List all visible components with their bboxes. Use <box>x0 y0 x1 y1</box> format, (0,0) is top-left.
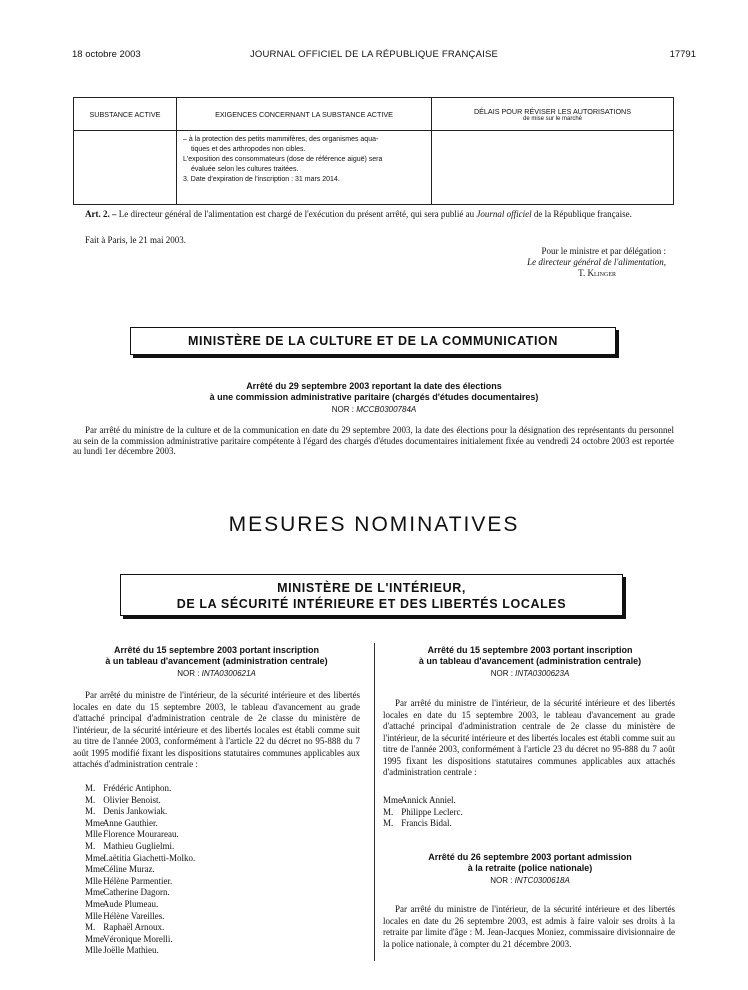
person-title: Mme <box>85 852 104 863</box>
article-label: Art. 2. – <box>85 209 117 219</box>
person-title: M. <box>383 818 394 829</box>
ministry-heading: MINISTÈRE DE LA CULTURE ET DE LA COMMUNICATION <box>130 327 616 355</box>
arrete-title <box>385 852 675 873</box>
ministry-heading-line: DE LA SÉCURITÉ INTÉRIEURE ET DES LIBERTÉS LOCALES <box>176 597 567 611</box>
substance-table <box>73 97 674 205</box>
nor-label: NOR : <box>490 669 513 678</box>
name-list <box>383 795 463 830</box>
person-title: Mme <box>85 898 104 909</box>
list-item <box>85 795 195 807</box>
nor-code: INTC0300618A <box>514 876 570 885</box>
arrete-body: Par arrêté du ministre de l'intérieur, de la sécurité intérieure et des libertés locales en date du 26 septembre 2003, est admis à faire valoir ses droits à la retraite par limite d'âge : M. Jean-Jacques Moniez, commissaire divisionnaire de la police nationale, à compter du 21 décembre 2003. <box>383 904 675 949</box>
person-title: Mme <box>85 817 104 828</box>
arrete-title-line: à une commission administrative paritaire (chargés d'études documentaires) <box>209 391 539 402</box>
list-item <box>85 783 195 795</box>
requirement-line: évaluée selon les cultures traitées. <box>191 166 299 173</box>
person-name: Hélène Vareilles. <box>101 910 165 921</box>
person-title: M. <box>383 806 394 817</box>
article-2 <box>73 209 674 221</box>
list-item <box>85 911 195 923</box>
person-title: Mlle <box>85 875 102 886</box>
requirement-line: 3. Date d'expiration de l'inscription : 31 mars 2014. <box>183 176 340 183</box>
list-item <box>85 887 195 899</box>
arrete-title-line: Arrêté du 15 septembre 2003 portant inscription <box>113 645 320 655</box>
list-item <box>383 807 463 819</box>
arrete-title <box>385 645 675 666</box>
requirement-line: L'exposition des consommateurs (dose de référence aiguë) sera <box>183 156 383 163</box>
arrete-body: Par arrêté du ministre de l'intérieur, de la sécurité intérieure et des libertés locales en date du 15 septembre 2003, le tableau d'avancement au grade d'attaché principal d'administration centrale de 2e classe du ministère de l'intérieur, de la sécurité intérieure et des libertés locales est établi comme suit au titre de l'année 2003, conformément à l'article 23 du décret no 95-888 du 7 août 1995 fixant les dispositions statutaires communes applicables aux attachés d'administration centrale : <box>383 698 675 777</box>
arrete-title <box>0 381 748 402</box>
article-text: Le directeur général de l'alimentation est chargé de l'exécution du présent arrêté, qui sera publié au <box>118 209 475 219</box>
person-name: Olivier Benoist. <box>101 794 161 805</box>
arrete-title <box>73 645 360 666</box>
person-name: Annick Anniel. <box>399 795 456 805</box>
person-title: Mlle <box>85 910 102 921</box>
person-title: Mlle <box>85 945 102 956</box>
table-row <box>74 131 674 205</box>
list-item <box>383 818 463 830</box>
column-header-exigences: EXIGENCES CONCERNANT LA SUBSTANCE ACTIVE <box>177 98 432 131</box>
signature-title: Le directeur général de l'alimentation, <box>527 257 666 267</box>
arrete-title-line: à la retraite (police nationale) <box>467 862 593 873</box>
arrete-body: Par arrêté du ministre de l'intérieur, de la sécurité intérieure et des libertés locales en date du 15 septembre 2003, le tableau d'avancement au grade d'attaché principal d'administration centrale de 2e classe du ministère de l'intérieur, de la sécurité intérieure et des libertés locales est établi comme suit au titre de l'année 2003, conformément à l'article 22 du décret no 95-888 du 7 août 1995 modifié fixant les dispositions statutaires communes applicables aux attachés d'administration centrale : <box>73 690 360 769</box>
signature-block <box>527 246 666 279</box>
article-text-end: de la République française. <box>533 209 632 219</box>
arrete-title-line: à un tableau d'avancement (administration centrale) <box>105 655 328 666</box>
nor-reference <box>0 405 748 414</box>
fait-a-paris: Fait à Paris, le 21 mai 2003. <box>85 235 186 245</box>
ministry-heading-line: MINISTÈRE DE L'INTÉRIEUR, <box>277 581 466 595</box>
person-title: M. <box>85 783 96 793</box>
person-name: Philippe Leclerc. <box>399 806 463 817</box>
person-name: Florence Mourareau. <box>101 829 179 840</box>
list-item <box>85 945 195 957</box>
person-title: M. <box>85 922 96 933</box>
table-header-row <box>74 98 674 131</box>
person-title: M. <box>85 840 96 851</box>
list-item <box>85 864 195 876</box>
person-title: Mlle <box>85 829 102 840</box>
column-header-delais <box>432 98 674 131</box>
list-item <box>85 818 195 830</box>
arrete-title-line: Arrêté du 26 septembre 2003 portant admission <box>428 852 632 862</box>
person-name: Denis Jankowiak. <box>101 806 168 817</box>
person-title: Mme <box>85 933 104 944</box>
person-title: Mme <box>85 887 104 898</box>
person-title: M. <box>85 794 96 805</box>
person-name: Véronique Morelli. <box>101 933 173 944</box>
person-name: Raphaël Arnoux. <box>101 922 165 933</box>
journal-title: JOURNAL OFFICIEL DE LA RÉPUBLIQUE FRANÇAISE <box>249 49 499 60</box>
nor-label: NOR : <box>177 669 200 678</box>
nor-code: MCCB0300784A <box>356 405 417 414</box>
person-title: Mme <box>383 795 402 805</box>
nor-reference <box>385 669 675 678</box>
list-item <box>85 899 195 911</box>
nor-label: NOR : <box>331 405 354 414</box>
person-name: Frédéric Antiphon. <box>101 783 172 793</box>
nor-reference <box>385 876 675 885</box>
person-name: Catherine Dagorn. <box>101 887 170 898</box>
nor-code: INTA0300623A <box>515 669 570 678</box>
person-name: Laëtitia Giachetti-Molko. <box>101 852 196 863</box>
person-title: M. <box>85 806 96 817</box>
list-item <box>85 853 195 865</box>
person-name: Anne Gauthier. <box>101 817 158 828</box>
list-item <box>85 806 195 818</box>
name-list <box>85 783 195 957</box>
nor-reference <box>73 669 360 678</box>
column-divider <box>374 643 375 961</box>
list-item <box>85 876 195 888</box>
journal-reference: Journal officiel <box>476 209 532 219</box>
signature-name: T. Klinger <box>578 268 616 278</box>
column-header-substance: SUBSTANCE ACTIVE <box>74 98 177 131</box>
column-header-delais-sub: de mise sur le marché <box>522 115 583 122</box>
list-item <box>85 934 195 946</box>
arrete-title-line: Arrêté du 15 septembre 2003 portant inscription <box>427 645 633 655</box>
header-date: 18 octobre 2003 <box>72 49 141 60</box>
ministry-heading <box>120 574 623 616</box>
arrete-title-line: Arrêté du 29 septembre 2003 reportant la date des élections <box>246 381 502 391</box>
column-header-delais-main: DÉLAIS POUR RÉVISER LES AUTORISATIONS <box>473 106 632 116</box>
table-cell-exigences <box>177 131 432 205</box>
list-item <box>85 829 195 841</box>
table-cell-delais <box>432 131 674 205</box>
arrete-body: Par arrêté du ministre de la culture et de la communication en date du 29 septembre 2003, la date des élections pour la désignation des représentants du personnel au sein de la commission administrative paritaire compétente à l'égard des chargés d'études documentaires initialement fixée au vendredi 24 octobre 2003 est reportée au lundi 1er décembre 2003. <box>73 425 674 456</box>
person-name: Mathieu Guglielmi. <box>101 840 175 851</box>
nor-code: INTA0300621A <box>201 669 256 678</box>
signature-line: Pour le ministre et par délégation : <box>541 246 666 256</box>
person-name: Aude Plumeau. <box>101 898 159 909</box>
person-name: Hélène Parmentier. <box>101 875 173 886</box>
requirement-line: tiques et des arthropodes non cibles. <box>191 146 306 153</box>
person-name: Joëlle Mathieu. <box>101 945 159 956</box>
list-item <box>383 795 463 807</box>
person-name: Céline Muraz. <box>101 864 155 875</box>
nor-label: NOR : <box>490 876 513 885</box>
requirement-line: – à la protection des petits mammifères, des organismes aqua- <box>183 136 379 143</box>
arrete-title-line: à un tableau d'avancement (administration centrale) <box>418 655 642 666</box>
section-title: MESURES NOMINATIVES <box>228 513 520 536</box>
list-item <box>85 922 195 934</box>
table-cell-substance <box>74 131 177 205</box>
person-name: Francis Bidal. <box>399 818 452 829</box>
page-number: 17791 <box>669 49 696 60</box>
list-item <box>85 841 195 853</box>
person-title: Mme <box>85 864 104 875</box>
